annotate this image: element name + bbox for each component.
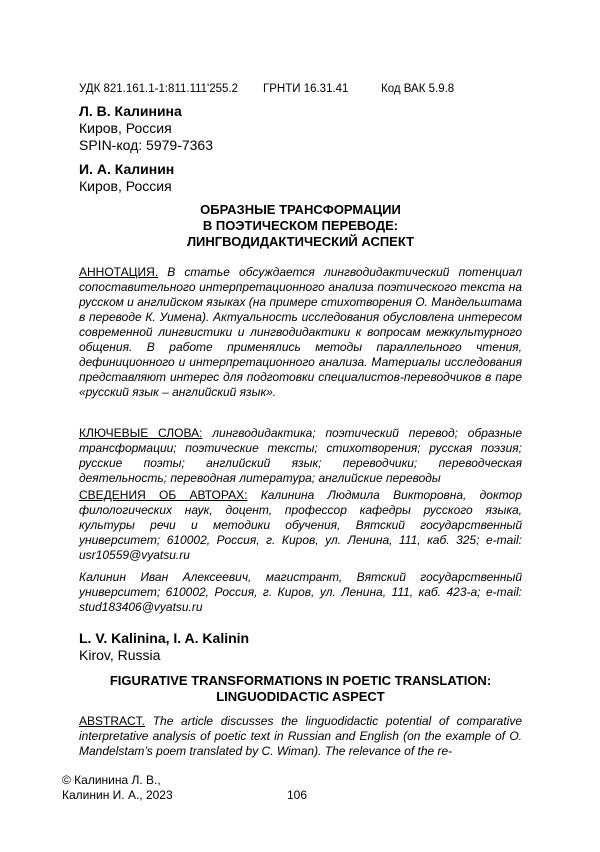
author-city: Киров, Россия [79,178,172,194]
udk-code: УДК 821.161.1-1:811.111'255.2 [79,83,239,95]
title-line: ЛИНГВОДИДАКТИЧЕСКИЙ АСПЕКТ [186,234,415,249]
abstract-en-label: ABSTRACT. [79,714,146,728]
copyright [62,773,173,803]
keywords-ru [79,426,522,486]
authors-info-text-2: Калинин Иван Алексеевич, магистрант, Вятский государственный университет; 610002, Россия, г. Киров, ул. Ленина, 111, каб. 423-а; e-mail: stud183406@vyatsu.ru [79,570,522,614]
copyright-line: Калинин И. А., 2023 [62,788,173,802]
author-city: Киров, Россия [79,120,172,136]
abstract-en-text: The article discusses the linguodidactic potential of comparative interpretative analysis of poetic text in Russian and English (on the example of O. Mandelstam’s poem translated by C. Wiman). The relevance of the re- [79,714,522,758]
title-line: ОБРАЗНЫЕ ТРАНСФОРМАЦИИ [200,202,401,217]
authors-info [79,488,522,563]
authors-en-names: L. V. Kalinina, I. A. Kalinin [79,630,250,646]
abstract-label: АННОТАЦИЯ. [79,265,159,279]
vak-code: Код ВАК 5.9.8 [381,83,455,95]
authors-en-city: Kirov, Russia [79,647,161,663]
abstract-en [79,714,522,759]
authors-info-text: Калинина Людмила Викторовна, доктор филологических наук, доцент, профессор кафедры русского языка, культуры речи и методики обучения, Вятский государственный университет; 610002, Россия, г. Киров, ул. Ленина, 111, каб. 325; e-mail: usr10559@vyatsu.ru [79,488,522,562]
copyright-line: © Калинина Л. В., [62,773,161,787]
page-number: 106 [287,788,308,802]
title-line: FIGURATIVE TRANSFORMATIONS IN POETIC TRANSLATION: [109,673,492,688]
classification-codes [79,83,522,95]
abstract-text: В статье обсуждается лингводидактический потенциал сопоставительного интерпретационного анализа поэтического текста на русском и английском языках (на примере стихотворения О. Мандельштама в переводе К. Уимена). Актуальность исследования обусловлена интересом современной лингвистики и лингводидактики к вопросам межкультурного общения. В работе применялись методы параллельного чтения, дефиниционного и интерпретационного анализа. Материалы исследования представляют интерес для подготовки специалистов-переводчиков в паре «русский язык – английский язык». [79,265,522,399]
abstract-ru [79,265,522,400]
authors-en [79,630,249,664]
authors-info-label: СВЕДЕНИЯ ОБ АВТОРАХ: [79,488,248,502]
author-2 [79,161,174,195]
article-title-en [79,673,522,705]
title-line: В ПОЭТИЧЕСКОМ ПЕРЕВОДЕ: [202,218,399,233]
author-name: И. А. Калинин [79,161,175,177]
authors-info-2 [79,570,522,615]
author-spin: SPIN-код: 5979-7363 [79,137,213,153]
grnti-code: ГРНТИ 16.31.41 [263,83,349,95]
article-title-ru [79,202,522,250]
keywords-label: КЛЮЧЕВЫЕ СЛОВА: [79,426,203,440]
author-name: Л. В. Калинина [79,103,182,119]
author-1 [79,103,213,154]
title-line: LINGUODIDACTIC ASPECT [216,689,385,704]
keywords-text: лингводидактика; поэтический перевод; образные трансформации; поэтические тексты; стихотворения; русская поэзия; русские поэты; английский язык; переводчики; переводческая деятельность; переводная литература; английские переводы [79,426,522,485]
